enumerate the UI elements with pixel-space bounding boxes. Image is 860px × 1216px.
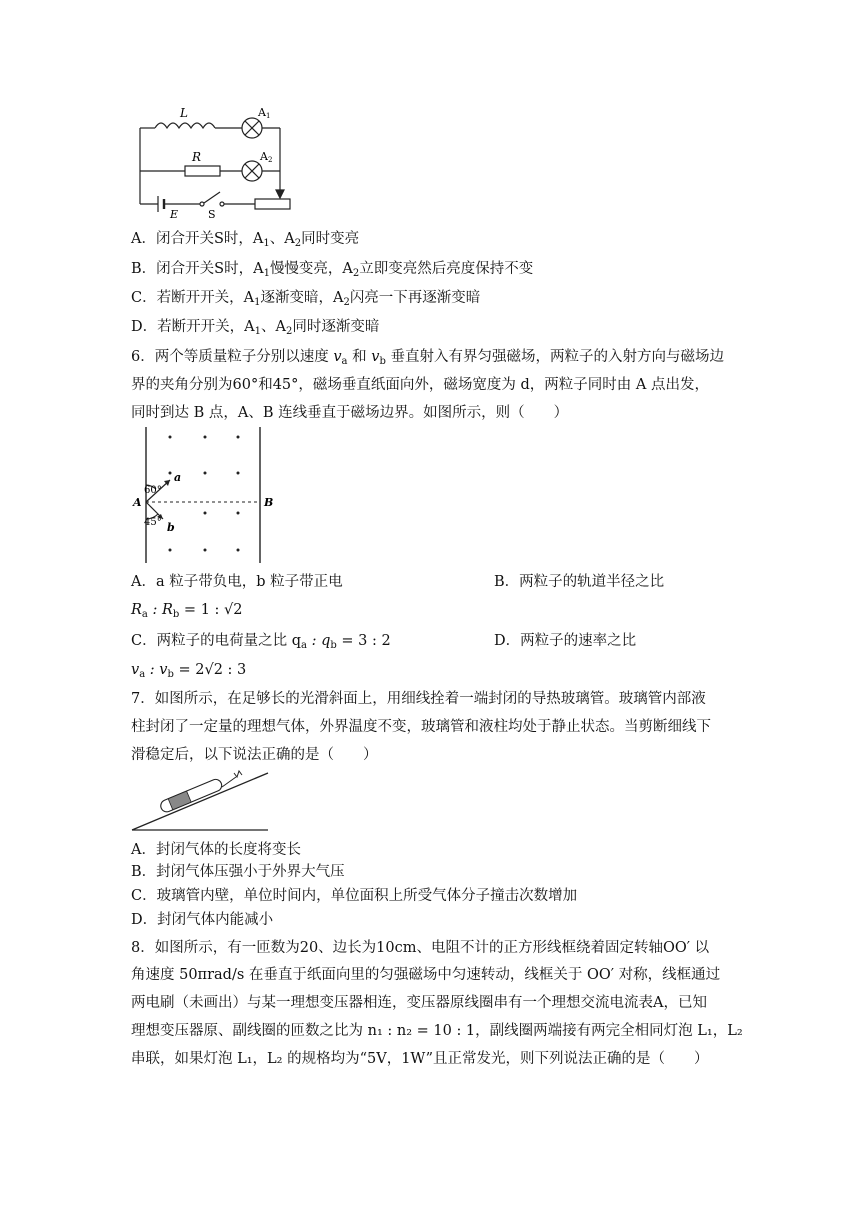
- q6-option-b: B．两粒子的轨道半径之比: [494, 574, 665, 590]
- q8-stem-line1: 8．如图所示，有一匝数为20、边长为10cm、电阻不计的正方形线框绕着固定转轴OO′ 以: [131, 940, 710, 956]
- q7-option-b: B．封闭气体压强小于外界大气压: [131, 864, 345, 880]
- q8-stem-line5: 串联，如果灯泡 L₁，L₂ 的规格均为“5V，1W”且正常发光，则下列说法正确的是（ ）: [131, 1051, 709, 1067]
- label-angle-45: 45°: [144, 517, 162, 528]
- q7-stem-line2: 柱封闭了一定量的理想气体，外界温度不变，玻璃管和液柱均处于静止状态。当剪断细线下: [131, 719, 711, 735]
- label-a: a: [174, 471, 182, 484]
- circuit-diagram: [130, 104, 300, 219]
- q5-option-a: A．闭合开关S时，$A_1$、$A_2$同时变亮: [131, 231, 360, 249]
- label-E: E: [170, 208, 179, 221]
- q7-option-c: C．玻璃管内壁，单位时间内，单位面积上所受气体分子撞击次数增加: [131, 888, 578, 904]
- magnetic-field-diagram: [130, 425, 274, 565]
- q7-stem-line1: 7．如图所示，在足够长的光滑斜面上，用细线拴着一端封闭的导热玻璃管。玻璃管内部液: [131, 691, 706, 707]
- label-S: S: [208, 208, 216, 221]
- q5-option-b: B．闭合开关S时，$A_1$慢慢变亮，$A_2$立即变亮然后亮度保持不变: [131, 261, 534, 279]
- q6-stem-line3: 同时到达 B 点，A、B 连线垂直于磁场边界。如图所示，则（ ）: [131, 405, 569, 421]
- label-A: A: [133, 496, 142, 509]
- q6-option-a: A．a 粒子带负电，b 粒子带正电: [131, 574, 343, 590]
- q6-option-b-formula: $R_a$ : $R_b = 1$ : √2: [131, 602, 243, 620]
- q5-option-d: D．若断开开关，$A_1$、$A_2$同时逐渐变暗: [131, 319, 380, 337]
- q7-option-a: A．封闭气体的长度将变长: [131, 842, 301, 858]
- q7-stem-line3: 滑稳定后，以下说法正确的是（ ）: [131, 747, 378, 763]
- q6-option-c: C．两粒子的电荷量之比 $q_a$ : $q_b = 3$ : 2: [131, 633, 391, 651]
- label-B: B: [264, 496, 274, 509]
- q5-option-c: C．若断开开关，$A_1$逐渐变暗，$A_2$闪亮一下再逐渐变暗: [131, 290, 481, 308]
- q7-option-d: D．封闭气体内能减小: [131, 912, 274, 928]
- q6-stem-line2: 界的夹角分别为60°和45°，磁场垂直纸面向外，磁场宽度为 d，两粒子同时由 A 点出发，: [131, 377, 709, 393]
- q8-stem-line4: 理想变压器原、副线圈的匝数之比为 n₁ : n₂ = 10 : 1，副线圈两端接有两完全相同灯泡 L₁，L₂: [131, 1023, 743, 1039]
- label-A1: A1: [258, 106, 271, 120]
- label-A2: A2: [260, 150, 273, 164]
- q8-stem-line3: 两电刷（未画出）与某一理想变压器相连，变压器原线圈串有一个理想交流电流表A，已知: [131, 995, 707, 1011]
- label-angle-60: 60°: [144, 485, 162, 496]
- incline-tube-diagram: [130, 765, 270, 835]
- q6-option-d-formula: $v_a$ : $v_b = 2√2$ : 3: [131, 662, 247, 680]
- label-b: b: [167, 521, 175, 534]
- label-R: R: [192, 150, 202, 164]
- q8-stem-line2: 角速度 50πrad/s 在垂直于纸面向里的匀强磁场中匀速转动，线框关于 OO′ 对称，线框通过: [131, 967, 721, 983]
- q6-option-d: D．两粒子的速率之比: [494, 633, 637, 649]
- label-L: L: [180, 106, 188, 120]
- q6-stem-line1: 6．两个等质量粒子分别以速度 $v_a$ 和 $v_b$ 垂直射入有界匀强磁场，两粒子的入射方向与磁场边: [131, 349, 724, 367]
